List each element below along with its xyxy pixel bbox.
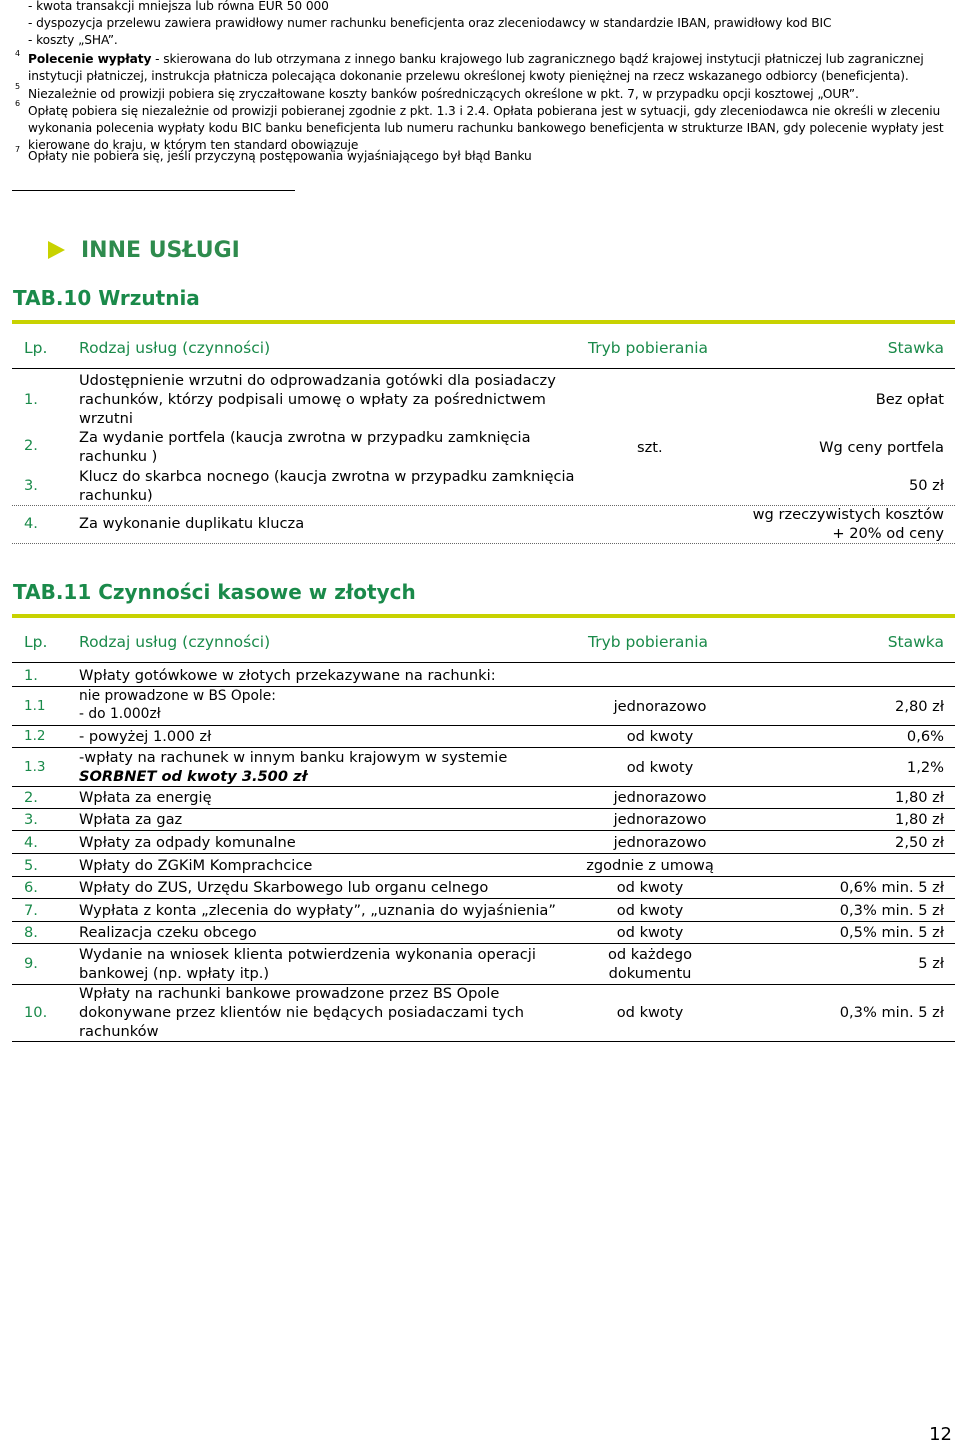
footnote-rule bbox=[12, 190, 295, 191]
footnote-5: Niezależnie od prowizji pobiera się zryczałtowane koszty banków pośredniczących określone w pkt. 7, w przypadku opcji kosztowej „OUR”. bbox=[28, 87, 859, 101]
row-lp: 9. bbox=[24, 955, 38, 972]
row-lp: 4. bbox=[24, 515, 38, 532]
footnote-mark: 5 bbox=[15, 82, 21, 91]
footnote-4-line2: instytucji płatniczej, instrukcja płatnicza polecająca dokonanie przelewu określonej kwoty pieniężnej na rzecz wskazanego odbiorcy (beneficjenta). bbox=[28, 69, 909, 83]
row-separator bbox=[12, 853, 955, 854]
footnote-6-line1: Opłatę pobiera się niezależnie od prowizji pobieranej zgodnie z pkt. 1.3 i 2.4. Opłata pobierana jest w sytuacji, gdy zleceniodawca nie określi w zleceniu bbox=[28, 104, 941, 118]
header-lp: Lp. bbox=[24, 339, 48, 357]
row-stawka: 0,3% min. 5 zł bbox=[839, 1004, 944, 1021]
header-stawka: Stawka bbox=[887, 633, 944, 651]
table-top-bar bbox=[12, 614, 955, 618]
row-tryb: jednorazowo bbox=[613, 811, 707, 828]
row-stawka: 2,80 zł bbox=[895, 698, 944, 715]
footnote-line: - koszty „SHA”. bbox=[28, 33, 118, 47]
row-tryb: szt. bbox=[637, 439, 663, 456]
footnote-mark: 6 bbox=[15, 99, 21, 108]
header-tryb: Tryb pobierania bbox=[588, 339, 709, 357]
row-desc-line: Wpłaty za odpady komunalne bbox=[79, 834, 296, 851]
row-separator bbox=[12, 943, 955, 944]
row-lp: 8. bbox=[24, 924, 38, 941]
footnote-4-line1 bbox=[28, 51, 924, 68]
row-separator bbox=[12, 830, 955, 831]
footnote-7: Opłaty nie pobiera się, jeśli przyczyną postępowania wyjaśniającego był błąd Banku bbox=[28, 149, 532, 163]
row-tryb: od kwoty bbox=[616, 924, 684, 941]
row-lp: 1.1 bbox=[24, 698, 46, 714]
header-lp: Lp. bbox=[24, 633, 48, 651]
row-stawka: 50 zł bbox=[908, 477, 944, 494]
footnote-4-text: - skierowana do lub otrzymana z innego banku krajowego lub zagranicznego bądź krajowej instytucji płatniczej lub zagranicznej bbox=[151, 52, 924, 66]
row-stawka-line: wg rzeczywistych kosztów bbox=[752, 506, 944, 523]
row-desc-line: Wydanie na wniosek klienta potwierdzenia wykonania operacji bbox=[79, 946, 536, 963]
row-lp: 4. bbox=[24, 834, 38, 851]
row-lp: 5. bbox=[24, 857, 38, 874]
row-desc-line: rachunków bbox=[79, 1023, 159, 1040]
row-desc-line: Wpłaty do ZGKiM Komprachcice bbox=[79, 857, 313, 874]
row-tryb: jednorazowo bbox=[613, 698, 707, 715]
section-title: INNE USŁUGI bbox=[81, 237, 240, 263]
row-lp: 3. bbox=[24, 811, 38, 828]
row-desc-line: Wpłata za gaz bbox=[79, 811, 183, 828]
triangle-bullet-icon bbox=[48, 241, 65, 259]
footnote-4-term: Polecenie wypłaty bbox=[28, 52, 152, 66]
row-stawka: 0,6% bbox=[906, 728, 944, 745]
row-lp: 2. bbox=[24, 437, 38, 454]
row-tryb-line: od każdego bbox=[607, 946, 693, 963]
row-lp: 1.3 bbox=[24, 759, 46, 775]
row-lp: 2. bbox=[24, 789, 38, 806]
row-stawka: Wg ceny portfela bbox=[819, 439, 944, 456]
row-desc-line: rachunków, którzy podpisali umowę o wpłaty za pośrednictwem bbox=[79, 391, 546, 408]
table-bottom-rule bbox=[12, 543, 955, 544]
footnote-6-line2: wykonania polecenia wypłaty kodu BIC banku beneficjenta lub numeru rachunku bankowego beneficjenta w strukturze IBAN, gdy polecenie wypłaty jest bbox=[28, 121, 944, 135]
row-lp: 10. bbox=[24, 1004, 48, 1021]
row-desc-line: Wpłaty do ZUS, Urzędu Skarbowego lub organu celnego bbox=[79, 879, 489, 896]
row-desc-line: Za wykonanie duplikatu klucza bbox=[79, 515, 305, 532]
row-desc-line: Za wydanie portfela (kaucja zwrotna w przypadku zamknięcia bbox=[79, 429, 531, 446]
row-desc-line: wrzutni bbox=[79, 410, 133, 427]
row-separator bbox=[12, 725, 955, 726]
row-desc-line: SORBNET od kwoty 3.500 zł bbox=[79, 768, 308, 785]
row-desc-line: nie prowadzone w BS Opole: bbox=[79, 688, 276, 704]
row-separator bbox=[12, 786, 955, 787]
row-desc-line: Wypłata z konta „zlecenia do wypłaty”, „uznania do wyjaśnienia” bbox=[79, 902, 556, 919]
row-separator bbox=[12, 876, 955, 877]
row-separator bbox=[12, 808, 955, 809]
row-tryb: od kwoty bbox=[626, 728, 694, 745]
row-desc-line: Wpłaty na rachunki bankowe prowadzone przez BS Opole bbox=[79, 985, 500, 1002]
row-desc-line: - do 1.000zł bbox=[79, 706, 161, 722]
row-desc-line: -wpłaty na rachunek w innym banku krajowym w systemie bbox=[79, 749, 508, 766]
row-stawka-line: + 20% od ceny bbox=[832, 525, 944, 542]
row-tryb: jednorazowo bbox=[613, 789, 707, 806]
table-top-bar bbox=[12, 320, 955, 324]
footnote-line: - kwota transakcji mniejsza lub równa EUR 50 000 bbox=[28, 0, 329, 13]
row-tryb: od kwoty bbox=[616, 1004, 684, 1021]
row-desc-line: Udostępnienie wrzutni do odprowadzania gotówki dla posiadaczy bbox=[79, 372, 556, 389]
row-desc-line: Wpłaty gotówkowe w złotych przekazywane na rachunki: bbox=[79, 667, 496, 684]
section-heading bbox=[48, 235, 240, 265]
header-stawka: Stawka bbox=[887, 339, 944, 357]
row-separator bbox=[12, 898, 955, 899]
row-tryb: zgodnie z umową bbox=[586, 857, 714, 874]
row-stawka: 5 zł bbox=[918, 955, 944, 972]
header-rodzaj: Rodzaj usług (czynności) bbox=[79, 339, 271, 357]
row-desc-line: rachunku ) bbox=[79, 448, 158, 465]
row-tryb: od kwoty bbox=[626, 759, 694, 776]
row-desc-line: Wpłata za energię bbox=[79, 789, 212, 806]
row-stawka: 1,80 zł bbox=[895, 811, 944, 828]
row-separator bbox=[12, 921, 955, 922]
row-lp: 6. bbox=[24, 879, 38, 896]
row-desc-line: Realizacja czeku obcego bbox=[79, 924, 257, 941]
row-lp: 3. bbox=[24, 477, 38, 494]
table-title: TAB.11 Czynności kasowe w złotych bbox=[13, 580, 416, 604]
row-stawka: 2,50 zł bbox=[895, 834, 944, 851]
table-title: TAB.10 Wrzutnia bbox=[13, 286, 200, 310]
row-lp: 1. bbox=[24, 391, 38, 408]
footnote-6-line3: kierowane do kraju, w którym ten standard obowiązuje bbox=[28, 138, 359, 152]
row-desc-line: rachunku) bbox=[79, 487, 153, 504]
row-tryb: od kwoty bbox=[616, 879, 684, 896]
row-lp: 7. bbox=[24, 902, 38, 919]
row-desc-line: - powyżej 1.000 zł bbox=[79, 728, 212, 745]
row-lp: 1. bbox=[24, 667, 38, 684]
page-number: 12 bbox=[929, 1424, 952, 1445]
header-rule bbox=[12, 368, 955, 369]
footnote-mark: 4 bbox=[15, 49, 21, 58]
row-tryb: od kwoty bbox=[616, 902, 684, 919]
header-rodzaj: Rodzaj usług (czynności) bbox=[79, 633, 271, 651]
header-rule bbox=[12, 662, 955, 663]
row-stawka: 0,5% min. 5 zł bbox=[839, 924, 944, 941]
table-bottom-rule bbox=[12, 1041, 955, 1042]
row-stawka: Bez opłat bbox=[875, 391, 944, 408]
row-stawka: 1,2% bbox=[906, 759, 944, 776]
row-tryb-line: dokumentu bbox=[608, 965, 692, 982]
header-tryb: Tryb pobierania bbox=[588, 633, 709, 651]
footnote-line: - dyspozycja przelewu zawiera prawidłowy numer rachunku beneficjenta oraz zleceniodawcy w standardzie IBAN, prawidłowy kod BIC bbox=[28, 16, 832, 30]
row-desc-line: dokonywane przez klientów nie będących posiadaczami tych bbox=[79, 1004, 525, 1021]
footnote-mark: 7 bbox=[15, 145, 21, 154]
row-desc-line: Klucz do skarbca nocnego (kaucja zwrotna w przypadku zamknięcia bbox=[79, 468, 575, 485]
row-stawka: 1,80 zł bbox=[895, 789, 944, 806]
row-desc-line: bankowej (np. wpłaty itp.) bbox=[79, 965, 270, 982]
row-tryb: jednorazowo bbox=[613, 834, 707, 851]
row-lp: 1.2 bbox=[24, 728, 46, 744]
row-stawka: 0,6% min. 5 zł bbox=[839, 879, 944, 896]
row-stawka: 0,3% min. 5 zł bbox=[839, 902, 944, 919]
